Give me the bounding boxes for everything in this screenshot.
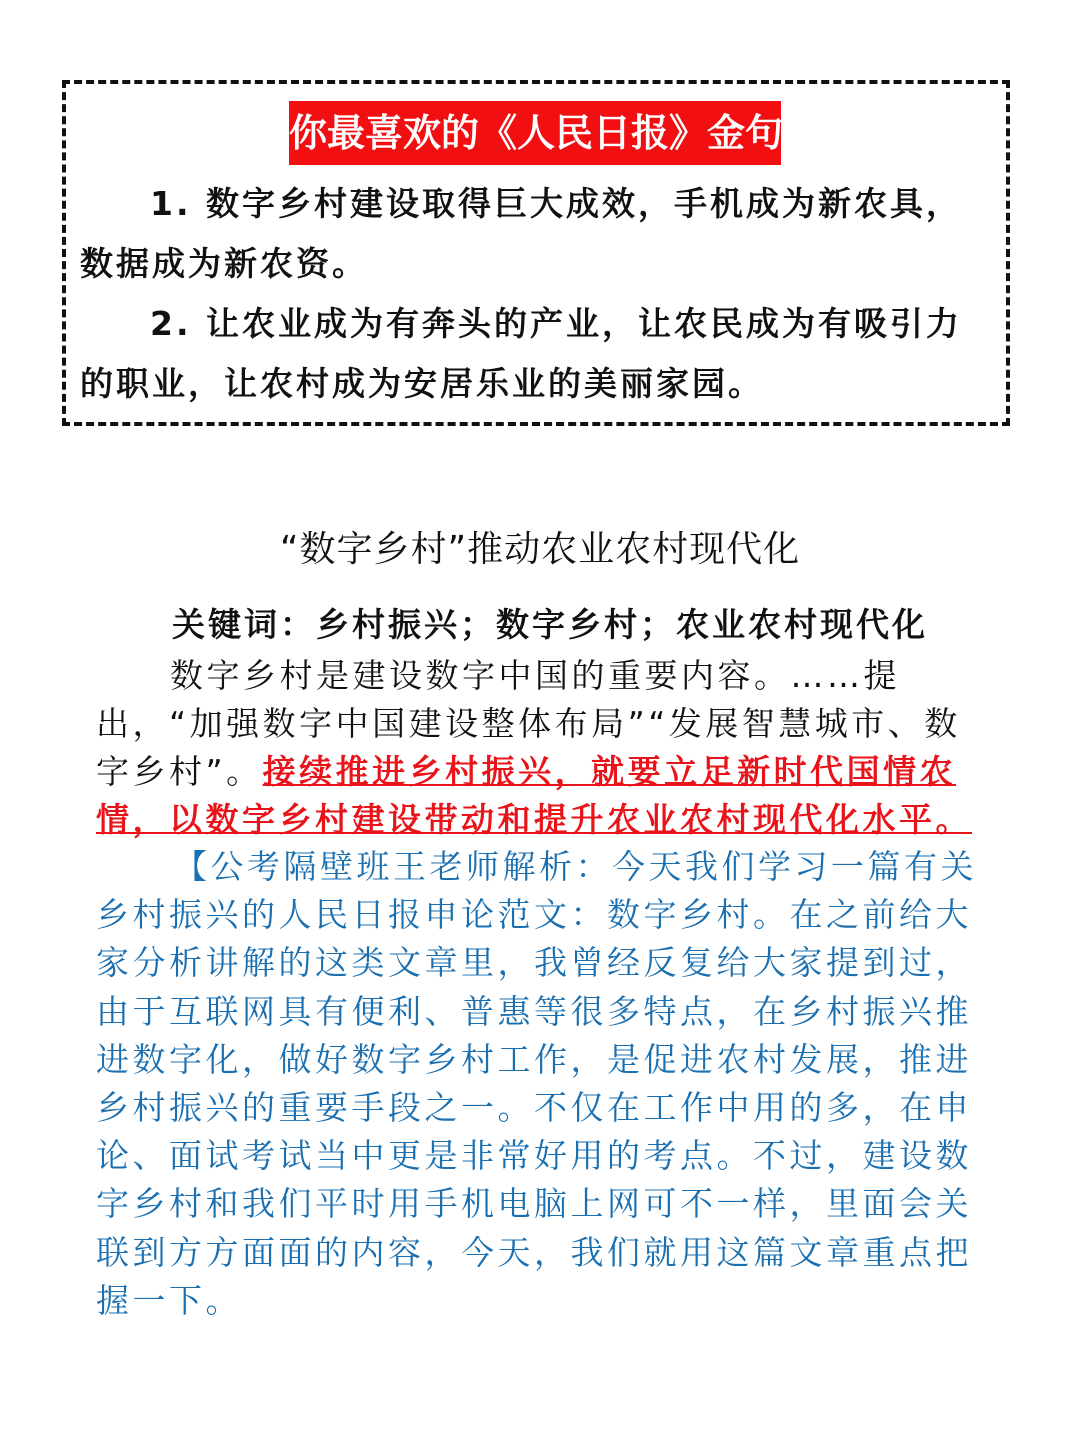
- article-title: “数字乡村”推动农业农村现代化: [279, 529, 801, 570]
- body-intro-text: 数字乡村是建设数字中国的重要内容。……提出，“加强数字中国建设整体布局”“发展智慧城市、数字乡村”。: [96, 656, 961, 791]
- quote-item-2: 2. 让农业成为有奔头的产业，让农民成为有吸引力的职业，让农村成为安居乐业的美丽家园。: [80, 304, 962, 403]
- article-body-paragraph: [96, 652, 988, 844]
- body-highlight-text: 接续推进乡村振兴，就要立足新时代国情农情，以数字乡村建设带动和提升农业农村现代化水平。: [96, 752, 972, 839]
- teacher-analysis-paragraph: 【公考隔壁班王老师解析：今天我们学习一篇有关乡村振兴的人民日报申论范文：数字乡村。在之前给大家分析讲解的这类文章里，我曾经反复给大家提到过，由于互联网具有便利、普惠等很多特点，在乡村振兴推进数字化，做好数字乡村工作，是促进农村发展，推进乡村振兴的重要手段之一。不仅在工作中用的多，在申论、面试考试当中更是非常好用的考点。不过，建设数字乡村和我们平时用手机电脑上网可不一样，里面会关联到方方面面的内容，今天，我们就用这篇文章重点把握一下。: [96, 847, 977, 1320]
- article-keywords: 关键词：乡村振兴；数字乡村；农业农村现代化: [172, 605, 928, 644]
- quote-item-1: 1. 数字乡村建设取得巨大成效，手机成为新农具，数据成为新农资。: [80, 184, 962, 283]
- quote-box-title: 你最喜欢的《人民日报》金句: [289, 101, 781, 165]
